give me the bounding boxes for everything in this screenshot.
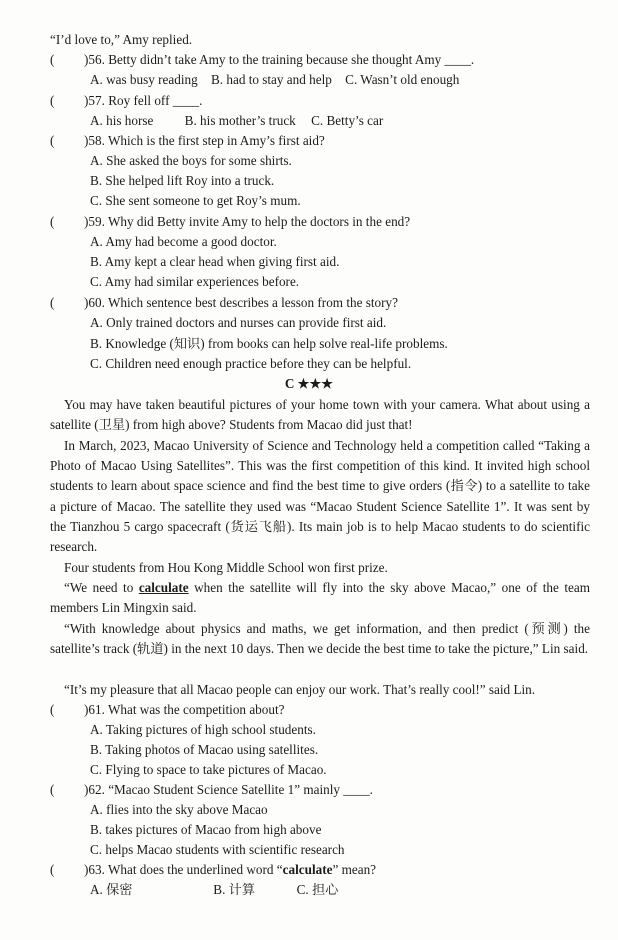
passage-paragraph-5: “With knowledge about physics and maths, we get information, and then predict (预测) the satellite’s track (轨道) in the next 10 days. Then we decide the best time to take the picture,” Lin said.: [50, 621, 590, 657]
question-text: )60. Which sentence best describes a lesson from the story?: [84, 295, 398, 310]
option-c: C. Betty’s car: [311, 113, 384, 128]
answer-paren: (: [50, 862, 55, 877]
option-b: B. Taking photos of Macao using satellites.: [90, 742, 319, 757]
option-b: B. Knowledge (知识) from books can help solve real-life problems.: [90, 336, 448, 351]
option-a: A. his horse: [90, 113, 154, 128]
question-text: )57. Roy fell off ____.: [84, 93, 203, 108]
option-b: B. 计算: [213, 882, 256, 897]
option-a: A. Amy had become a good doctor.: [90, 234, 277, 249]
option-row: [90, 111, 393, 131]
question-text: )56. Betty didn’t take Amy to the training because she thought Amy ____.: [84, 52, 475, 67]
underlined-word: calculate: [138, 580, 189, 595]
section-heading: C ★★★: [284, 376, 334, 391]
option-c: C. 担心: [296, 882, 339, 897]
option-a: A. was busy reading: [90, 72, 198, 87]
option-b: B. She helped lift Roy into a truck.: [90, 173, 275, 188]
question-text: )61. What was the competition about?: [84, 702, 285, 717]
option-a: A. flies into the sky above Macao: [90, 802, 268, 817]
answer-paren: (: [50, 52, 55, 67]
answer-paren: (: [50, 133, 55, 148]
answer-paren: (: [50, 93, 55, 108]
option-b: B. takes pictures of Macao from high above: [90, 822, 322, 837]
option-b: B. had to stay and help: [210, 72, 332, 87]
option-c: C. Flying to space to take pictures of Macao.: [90, 762, 327, 777]
option-row: [90, 70, 469, 90]
option-a: A. She asked the boys for some shirts.: [90, 153, 292, 168]
option-c: C. She sent someone to get Roy’s mum.: [90, 193, 301, 208]
question-text: )58. Which is the first step in Amy’s first aid?: [84, 133, 325, 148]
option-c: C. Children need enough practice before they can be helpful.: [90, 356, 412, 371]
option-row: [90, 880, 338, 900]
option-a: A. Taking pictures of high school students.: [90, 722, 316, 737]
question-text: )59. Why did Betty invite Amy to help the doctors in the end?: [84, 214, 411, 229]
option-a: A. 保密: [90, 882, 133, 897]
question-text: )63. What does the underlined word “calculate” mean?: [84, 862, 377, 877]
answer-paren: (: [50, 295, 55, 310]
answer-paren: (: [50, 782, 55, 797]
option-c: C. Wasn’t old enough: [345, 72, 460, 87]
story-closing-line: “I’d love to,” Amy replied.: [50, 32, 193, 47]
passage-paragraph-2: In March, 2023, Macao University of Science and Technology held a competition called “Taking a Photo of Macao Using Satellites”. This was the first competition of this kind. It invited high school students to learn about space science and find the best time to give orders (指令) to a satellite to take a picture of Macao. The satellite they used was “Macao Student Science Satellite 1”. It was sent by the Tianzhou 5 cargo spacecraft (货运飞船). Its main job is to help Macao students to do scientific research.: [50, 438, 590, 555]
option-c: C. helps Macao students with scientific research: [90, 842, 345, 857]
option-a: A. Only trained doctors and nurses can provide first aid.: [90, 315, 387, 330]
option-c: C. Amy had similar experiences before.: [90, 274, 300, 289]
answer-paren: (: [50, 702, 55, 717]
question-text: )62. “Macao Student Science Satellite 1” mainly ____.: [84, 782, 373, 797]
option-b: B. his mother’s truck: [184, 113, 296, 128]
passage-paragraph-4: “We need to calculate when the satellite will fly into the sky above Macao,” one of the team members Lin Mingxin said.: [50, 580, 590, 616]
passage-paragraph-6: “It’s my pleasure that all Macao people can enjoy our work. That’s really cool!” said Lin.: [64, 682, 536, 697]
passage-paragraph-3: Four students from Hou Kong Middle School won first prize.: [64, 560, 388, 575]
answer-paren: (: [50, 214, 55, 229]
option-b: B. Amy kept a clear head when giving first aid.: [90, 254, 340, 269]
passage-paragraph-1: You may have taken beautiful pictures of your home town with your camera. What about using a satellite (卫星) from high above? Students from Macao did just that!: [50, 397, 590, 433]
